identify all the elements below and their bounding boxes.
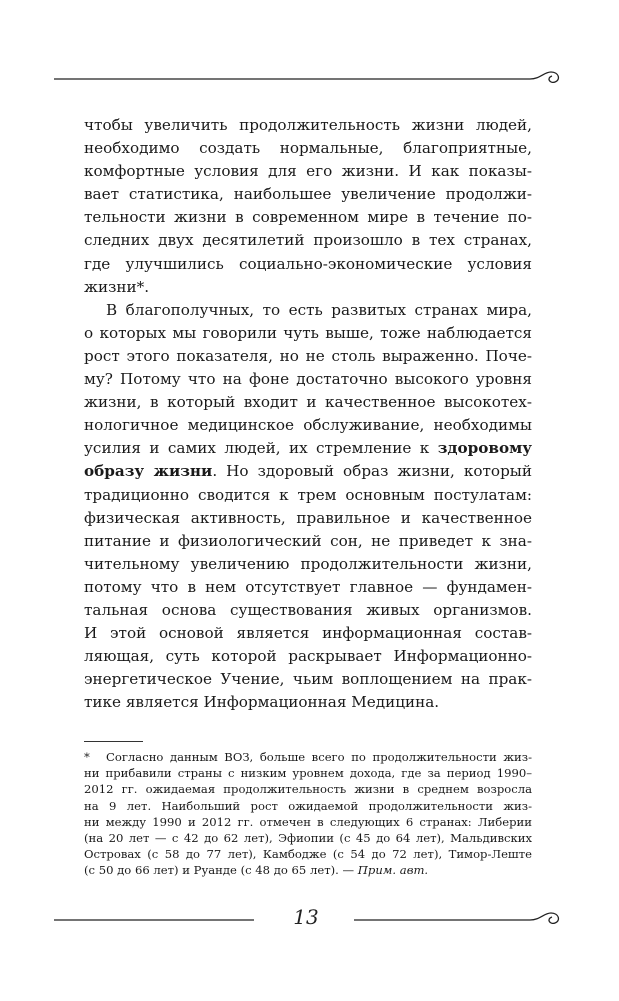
text-line: рост этого показателя, но не столь выраженно. Поче- bbox=[84, 346, 532, 365]
text-line: жизни*. bbox=[84, 277, 150, 296]
text-line: И этой основой является информационная состав- bbox=[84, 624, 532, 643]
text-line: му? Потому что на фоне достаточно высокого уровня bbox=[84, 370, 532, 389]
text-line bbox=[84, 437, 532, 460]
author-note: Прим. авт. bbox=[357, 863, 429, 878]
text-segment: . Но здоровый образ жизни, который bbox=[212, 462, 532, 481]
footnote-line: ни прибавили страны с низким уровнем дохода, где за период 1990– bbox=[84, 766, 532, 781]
text-line: тельности жизни в современном мире в течение по- bbox=[84, 208, 532, 227]
footnote-marker: * bbox=[84, 750, 90, 764]
text-line: тальная основа существования живых организмов. bbox=[84, 600, 532, 619]
text-line: потому что в нем отсутствует главное — фундамен- bbox=[84, 577, 532, 596]
text-line: чтобы увеличить продолжительность жизни людей, bbox=[84, 116, 532, 134]
text-line: необходимо создать нормальные, благоприятные, bbox=[84, 139, 532, 158]
bold-term: образу жизни bbox=[84, 462, 213, 481]
text-line: следних двух десятилетий произошло в тех странах, bbox=[84, 231, 532, 250]
footnote-line: ни между 1990 и 2012 гг. отмечен в следующих 6 странах: Либерии bbox=[84, 814, 532, 829]
text-line: комфортные условия для его жизни. И как показы- bbox=[84, 162, 532, 181]
footnote-line: на 9 лет. Наибольший рост ожидаемой продолжительности жиз- bbox=[84, 798, 532, 813]
top-ornamental-rule bbox=[54, 66, 564, 94]
page-number: 13 bbox=[293, 905, 319, 929]
text-line bbox=[84, 460, 532, 483]
footnote-line bbox=[84, 749, 532, 765]
text-line: традиционно сводится к трем основным постулатам: bbox=[84, 485, 532, 504]
text-line: нологичное медицинское обслуживание, необходимы bbox=[84, 416, 532, 435]
text-line: о которых мы говорили чуть выше, тоже наблюдается bbox=[84, 323, 532, 342]
text-line: где улучшились социально-экономические условия bbox=[84, 254, 532, 273]
footnote-line: Островах (с 58 до 77 лет), Камбодже (с 54 до 72 лет), Тимор-Леште bbox=[84, 847, 532, 862]
text-line: тике является Информационная Медицина. bbox=[84, 693, 440, 712]
footnote-text: Согласно данным ВОЗ, больше всего по продолжительности жиз- bbox=[106, 750, 532, 764]
text-line: ляющая, суть которой раскрывает Информационно- bbox=[84, 647, 532, 666]
text-line: физическая активность, правильное и качественное bbox=[84, 508, 532, 527]
footnote bbox=[84, 749, 532, 879]
text-segment: усилия и самих людей, их стремление к bbox=[84, 439, 430, 458]
paragraph-1 bbox=[84, 114, 532, 299]
text-line: В благополучных, то есть развитых странах мира, bbox=[106, 300, 532, 319]
footnote-line: 2012 гг. ожидаемая продолжительность жизни в среднем возросла bbox=[84, 782, 532, 797]
text-line: питание и физиологический сон, не приведет к зна- bbox=[84, 531, 532, 550]
text-line: энергетическое Учение, чьим воплощением на прак- bbox=[84, 670, 532, 689]
paragraph-2 bbox=[84, 299, 532, 715]
footnote-divider bbox=[84, 741, 143, 742]
footnote-text: (с 50 до 66 лет) и Руанде (с 48 до 65 лет). — bbox=[84, 863, 358, 878]
text-line: жизни, в который входит и качественное высокотех- bbox=[84, 393, 532, 412]
text-line: чительному увеличению продолжительности жизни, bbox=[84, 554, 532, 573]
bold-term: здоровому bbox=[437, 439, 532, 458]
footnote-line bbox=[84, 862, 532, 878]
text-line: вает статистика, наибольшее увеличение продолжи- bbox=[84, 185, 532, 204]
footnote-line: (на 20 лет — с 42 до 62 лет), Эфиопии (с 45 до 64 лет), Мальдивских bbox=[84, 831, 532, 846]
main-text bbox=[84, 114, 532, 714]
